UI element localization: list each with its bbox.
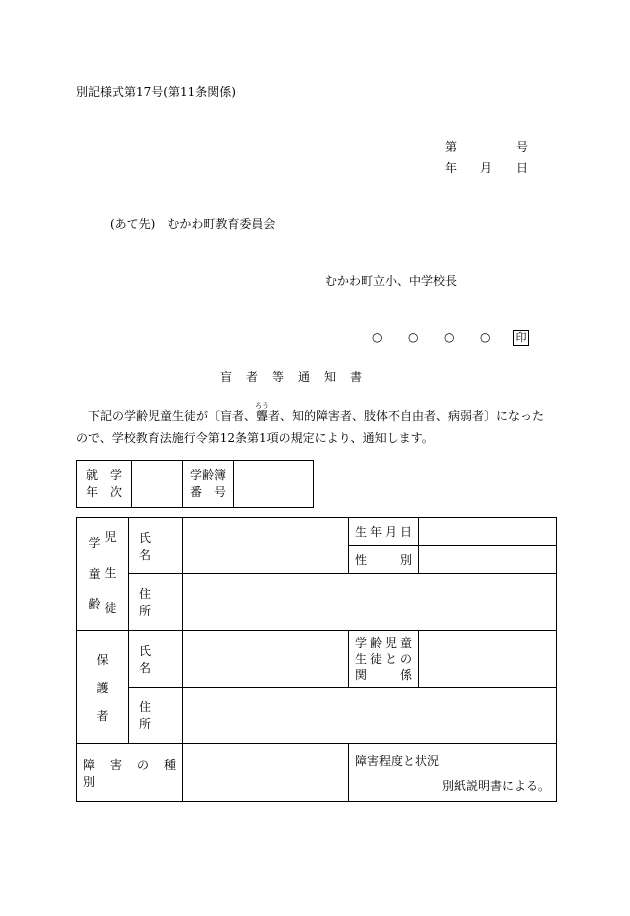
guardian-name-label: 氏 名	[129, 631, 183, 688]
body-part-1: 下記の学齢児童生徒が〔盲者、	[88, 409, 257, 423]
student-char-ji: 児	[104, 530, 117, 544]
guardian-address-value[interactable]	[183, 687, 557, 744]
student-char-dou: 童	[88, 566, 101, 581]
date-day: 日	[516, 161, 529, 175]
relation-label-line-3: 関 係	[355, 667, 412, 682]
sex-label: 性 別	[349, 546, 419, 574]
guardian-char-sha: 者	[96, 708, 109, 723]
student-address-value[interactable]	[183, 574, 557, 631]
disability-condition-label: 障害程度と状況	[355, 754, 440, 768]
addressee: (あて先) むかわ町教育委員会	[110, 217, 276, 231]
student-label-cell	[77, 518, 129, 631]
register-label-cell	[183, 461, 234, 508]
document-number-suffix: 号	[516, 140, 529, 154]
name-circle-2: ○	[408, 330, 419, 344]
student-name-value[interactable]	[183, 518, 349, 574]
birthdate-value[interactable]	[419, 518, 557, 546]
date-year: 年	[445, 161, 458, 175]
relation-label-line-1: 学齢児童	[355, 635, 412, 650]
disability-condition-note: 別紙説明書による。	[441, 779, 550, 793]
student-char-to: 徒	[104, 601, 117, 615]
body-paragraph	[76, 402, 556, 449]
name-circle-3: ○	[444, 330, 455, 344]
name-circle-4: ○	[480, 330, 491, 344]
guardian-char-go: 護	[96, 680, 109, 695]
student-name-label: 氏 名	[129, 518, 183, 574]
seal-mark	[513, 330, 529, 346]
relation-label-line-2: 生徒との	[355, 651, 412, 666]
grade-value-cell[interactable]	[132, 461, 183, 508]
sender-title: むかわ町立小、中学校長	[325, 274, 458, 288]
student-char-sei: 生	[104, 565, 117, 580]
disability-type-label: 障 害 の 種 別	[77, 744, 183, 802]
document-number-prefix: 第	[445, 140, 458, 154]
guardian-address-label: 住 所	[129, 687, 183, 744]
main-table	[76, 517, 557, 802]
relation-label-cell	[349, 631, 419, 688]
grade-label-line-2: 年 次	[85, 485, 122, 499]
birthdate-label: 生年月日	[349, 518, 419, 546]
guardian-name-value[interactable]	[183, 631, 349, 688]
sex-value[interactable]	[419, 546, 557, 574]
register-value-cell[interactable]	[234, 461, 314, 508]
register-label-line-2: 番 号	[189, 485, 226, 499]
ruby-word	[255, 402, 270, 427]
disability-type-value[interactable]	[183, 744, 349, 802]
register-label-line-1: 学齢簿	[189, 468, 226, 482]
date-month: 月	[480, 161, 493, 175]
document-title: 盲 者 等 通 知 書	[220, 370, 364, 384]
name-circle-1: ○	[372, 330, 383, 344]
relation-value[interactable]	[419, 631, 557, 688]
student-address-label: 住 所	[129, 574, 183, 631]
disability-condition-cell[interactable]	[349, 744, 557, 802]
seal-label: 印	[513, 330, 529, 346]
ruby-text: ろう	[255, 402, 270, 410]
ruby-base: 聾	[256, 409, 269, 423]
enrollment-table	[76, 460, 314, 508]
student-char-gaku: 学	[88, 536, 101, 550]
form-number: 別記様式第17号(第11条関係)	[76, 85, 236, 99]
body-part-2: 者、知的障害者、肢体不自由者、病弱者〕になったので、学校教育法施行令第12条第1項の規定により、通知します。	[76, 409, 545, 445]
guardian-char-ho: 保	[96, 652, 109, 667]
student-char-rei: 齢	[88, 597, 101, 611]
grade-label-cell	[77, 461, 132, 508]
guardian-label-cell	[77, 631, 129, 744]
grade-label-line-1: 就 学	[85, 468, 122, 482]
